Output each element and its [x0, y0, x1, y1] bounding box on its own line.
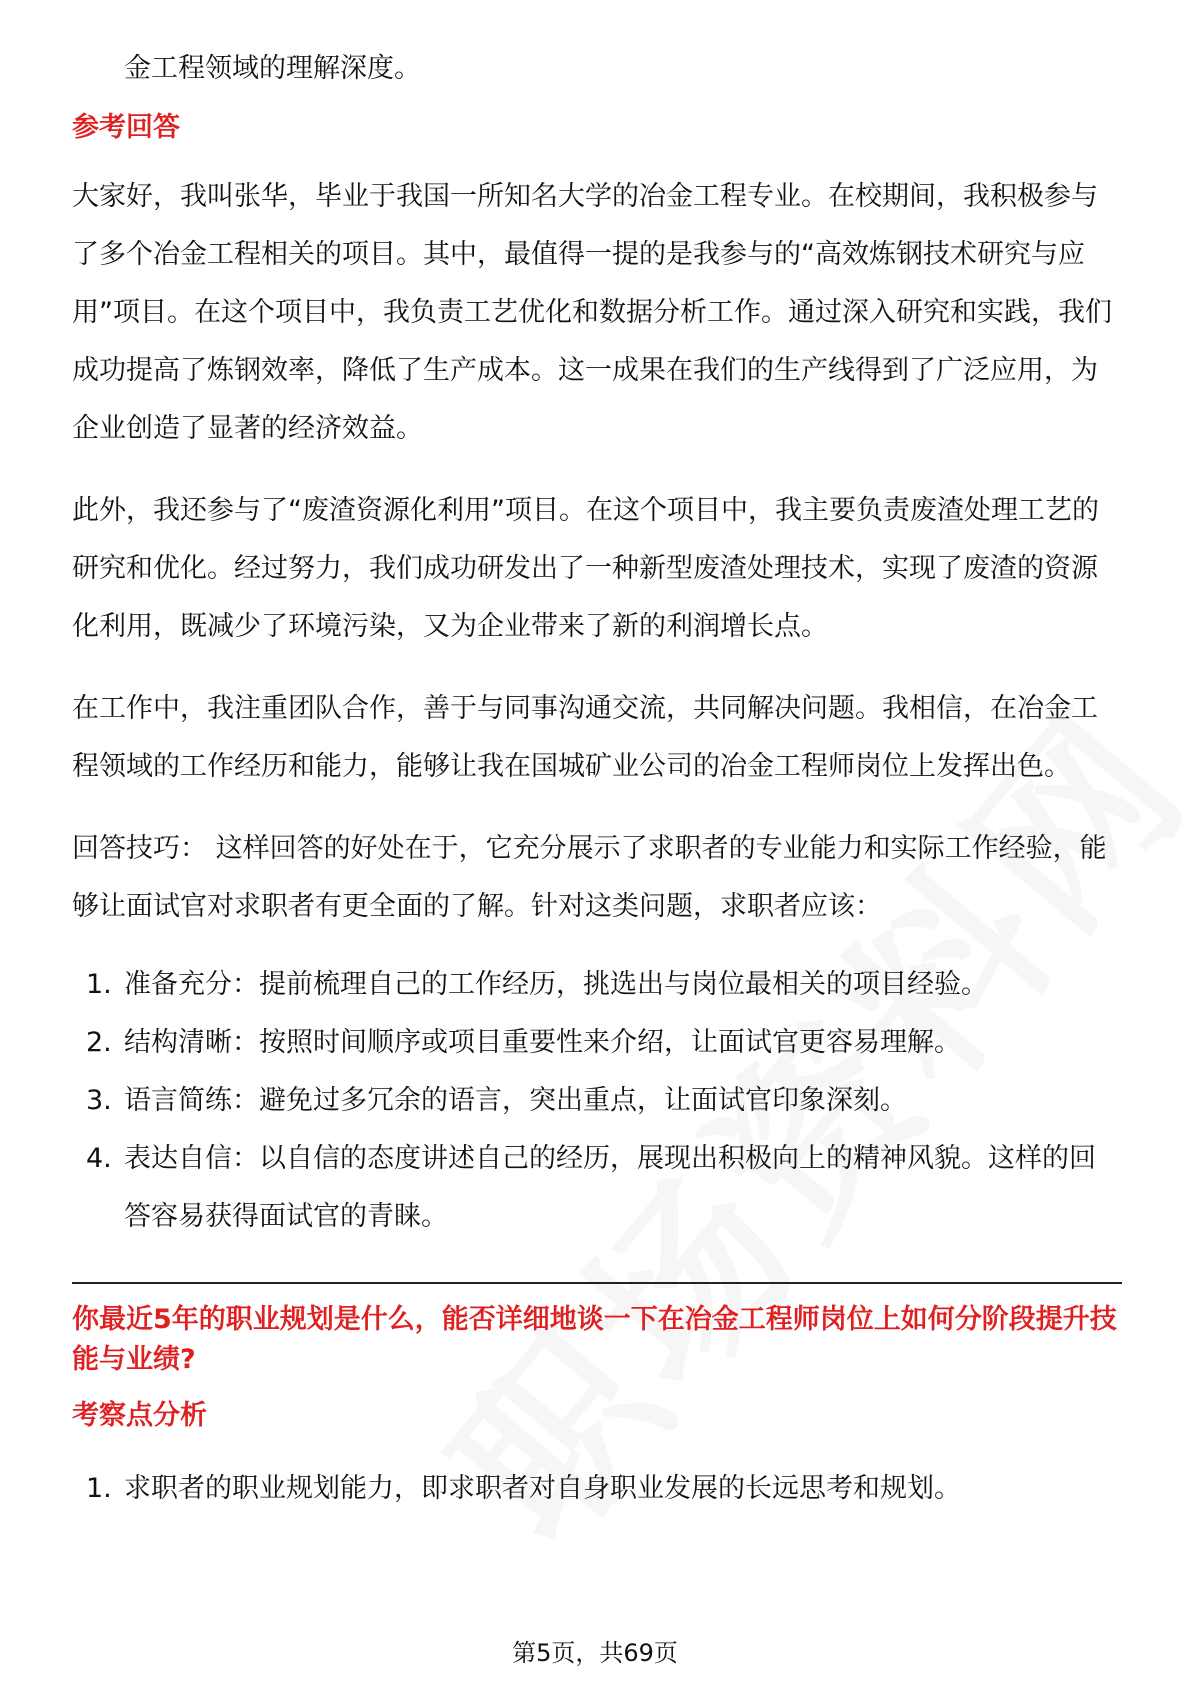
list-item	[72, 1014, 1122, 1072]
list-text: 求职者的职业规划能力，即求职者对自身职业发展的长远思考和规划。	[124, 1473, 961, 1504]
list-number: 3.	[86, 1085, 112, 1116]
analysis-heading: 考察点分析	[72, 1400, 207, 1431]
list-item	[72, 1130, 1122, 1246]
tips-intro: 回答技巧： 这样回答的好处在于，它充分展示了求职者的专业能力和实际工作经验，能够让面试官对求职者有更全面的了解。针对这类问题，求职者应该：	[72, 833, 1107, 922]
list-item	[72, 1072, 1122, 1130]
list-number: 2.	[86, 1027, 112, 1058]
continuation-text: 金工程领域的理解深度。	[124, 53, 421, 84]
tips-list	[72, 956, 1122, 1246]
analysis-list	[72, 1460, 1122, 1518]
list-number: 1.	[86, 1473, 112, 1504]
question-heading: 你最近5年的职业规划是什么，能否详细地谈一下在冶金工程师岗位上如何分阶段提升技能与业绩?	[72, 1304, 1117, 1375]
list-number: 1.	[86, 969, 112, 1000]
section-divider	[72, 1282, 1122, 1284]
list-text: 准备充分：提前梳理自己的工作经历，挑选出与岗位最相关的项目经验。	[124, 969, 988, 1000]
list-item	[72, 956, 1122, 1014]
list-number: 4.	[86, 1143, 112, 1174]
list-text: 表达自信：以自信的态度讲述自己的经历，展现出积极向上的精神风貌。这样的回答容易获得面试官的青睐。	[124, 1143, 1096, 1232]
answer-paragraph-1: 大家好，我叫张华，毕业于我国一所知名大学的冶金工程专业。在校期间，我积极参与了多个冶金工程相关的项目。其中，最值得一提的是我参与的“高效炼钢技术研究与应用”项目。在这个项目中，我负责工艺优化和数据分析工作。通过深入研究和实践，我们成功提高了炼钢效率，降低了生产成本。这一成果在我们的生产线得到了广泛应用，为企业创造了显著的经济效益。	[72, 181, 1112, 444]
list-item	[72, 1460, 1122, 1518]
answer-heading: 参考回答	[72, 112, 180, 143]
list-text: 结构清晰：按照时间顺序或项目重要性来介绍，让面试官更容易理解。	[124, 1027, 961, 1058]
page-content	[72, 40, 1122, 1518]
list-text: 语言简练：避免过多冗余的语言，突出重点，让面试官印象深刻。	[124, 1085, 907, 1116]
answer-paragraph-3: 在工作中，我注重团队合作，善于与同事沟通交流，共同解决问题。我相信，在冶金工程领域的工作经历和能力，能够让我在国城矿业公司的冶金工程师岗位上发挥出色。	[72, 693, 1098, 782]
page-footer: 第5页，共69页	[512, 1639, 678, 1667]
answer-paragraph-2: 此外，我还参与了“废渣资源化利用”项目。在这个项目中，我主要负责废渣处理工艺的研究和优化。经过努力，我们成功研发出了一种新型废渣处理技术，实现了废渣的资源化利用，既减少了环境污染，又为企业带来了新的利润增长点。	[72, 495, 1099, 642]
